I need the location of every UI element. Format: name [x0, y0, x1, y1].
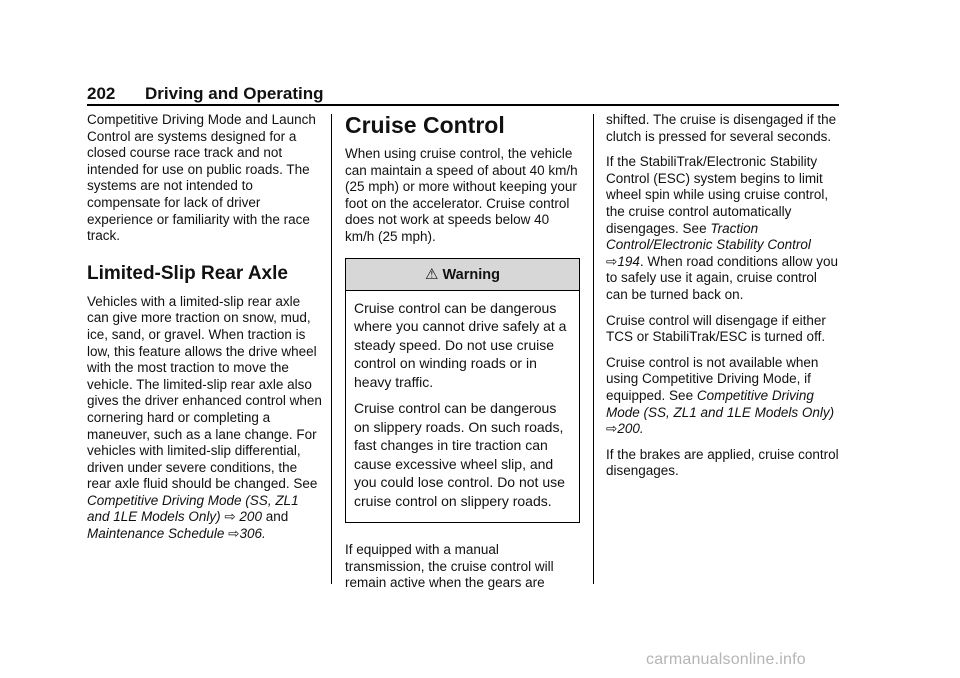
ref-competitive-driving-link[interactable]: Competitive Driving Mode (SS, ZL1 and 1LE Models Only)	[87, 492, 299, 525]
page-ref-arrow-icon: ⇨	[228, 526, 240, 542]
column-3	[606, 112, 842, 489]
column-divider-2	[593, 114, 594, 584]
ref-traction-control-link[interactable]: Traction Control/Electronic Stability Control	[606, 220, 811, 253]
page-ref-arrow-icon: ⇨	[224, 509, 236, 525]
limited-slip-body: Vehicles with a limited-slip rear axle can give more traction on snow, mud, ice, sand, or gravel. When traction is low, this feature allows the drive wheel with the most traction to move the vehicle. The limited-slip rear axle also gives the driver enhanced control when cornering hard or completing a maneuver, such as a lane change. For vehicles with limited-slip differential, driven under severe conditions, the rear axle fluid should be changed. See	[87, 293, 322, 492]
ref-competitive-driving-page[interactable]: 200	[617, 421, 640, 437]
warning-icon: ⚠	[425, 265, 439, 283]
watermark-text: carmanualsonline.info	[646, 651, 806, 668]
stabilitrak-text: If the StabiliTrak/Electronic Stability Control (ESC) system begins to limit wheel spin while using cruise control, the cruise control automatically disengages. See	[606, 154, 829, 236]
competitive-mode-text: Cruise control is not available when using Competitive Driving Mode, if equipped. See	[606, 354, 819, 403]
page-number: 202	[87, 84, 116, 103]
page-header	[87, 84, 839, 104]
cruise-control-intro: When using cruise control, the vehicle can maintain a speed of about 40 km/h (25 mph) or more without keeping your foot on the accelerator. Cruise control does not work at speeds below 40 km/h (25 mph).	[345, 146, 578, 244]
column-2	[345, 112, 580, 601]
launch-control-paragraph: Competitive Driving Mode and Launch Control are systems designed for a closed course race track and not intended for use on public roads. The systems are not intended to compensate for lack of driver experience or familiarity with the race track.	[87, 112, 316, 244]
page-ref-arrow-icon: ⇨	[606, 253, 618, 269]
warning-title: Warning	[442, 266, 500, 283]
column-divider-1	[331, 114, 332, 584]
limited-slip-heading: Limited-Slip Rear Axle	[87, 262, 288, 284]
warning-box	[345, 258, 580, 524]
brakes-paragraph: If the brakes are applied, cruise control disengages.	[606, 446, 839, 479]
tcs-paragraph: Cruise control will disengage if either TCS or StabiliTrak/ESC is turned off.	[606, 312, 826, 345]
ref-competitive-driving-link[interactable]: Competitive Driving Mode (SS, ZL1 and 1LE Models Only)	[606, 387, 835, 420]
competitive-mode-end: .	[639, 421, 644, 437]
header-rule	[87, 104, 839, 106]
column-1	[87, 112, 323, 552]
end-period: .	[261, 526, 266, 542]
ref-competitive-driving-page[interactable]: 200	[239, 509, 262, 525]
and-text: and	[265, 509, 289, 525]
ref-maintenance-schedule-link[interactable]: Maintenance Schedule	[87, 526, 225, 542]
cruise-control-heading: Cruise Control	[345, 112, 505, 138]
warning-paragraph-2: Cruise control can be dangerous on slippery roads. On such roads, fast changes in tire traction can cause excessive wheel slip, and you could lose control. Do not use cruise control on slippery roads.	[354, 400, 565, 509]
warning-header	[346, 259, 579, 291]
warning-body	[346, 291, 579, 523]
manual-transmission-paragraph: If equipped with a manual transmission, the cruise control will remain active when the gears are	[345, 542, 554, 591]
warning-paragraph-1: Cruise control can be dangerous where you cannot drive safely at a steady speed. Do not use cruise control on winding roads or in heavy traffic.	[354, 299, 567, 390]
ref-traction-control-page[interactable]: 194	[617, 253, 640, 269]
stabilitrak-text-end: . When road conditions allow you to safely use it again, cruise control can be turned back on.	[606, 253, 838, 302]
ref-maintenance-schedule-page[interactable]: 306	[239, 526, 262, 542]
page-ref-arrow-icon: ⇨	[606, 421, 618, 437]
section-title: Driving and Operating	[145, 84, 324, 103]
clutch-paragraph: shifted. The cruise is disengaged if the clutch is pressed for several seconds.	[606, 112, 837, 144]
stabilitrak-paragraph	[606, 154, 842, 303]
limited-slip-paragraph	[87, 294, 323, 543]
competitive-mode-paragraph	[606, 355, 842, 438]
